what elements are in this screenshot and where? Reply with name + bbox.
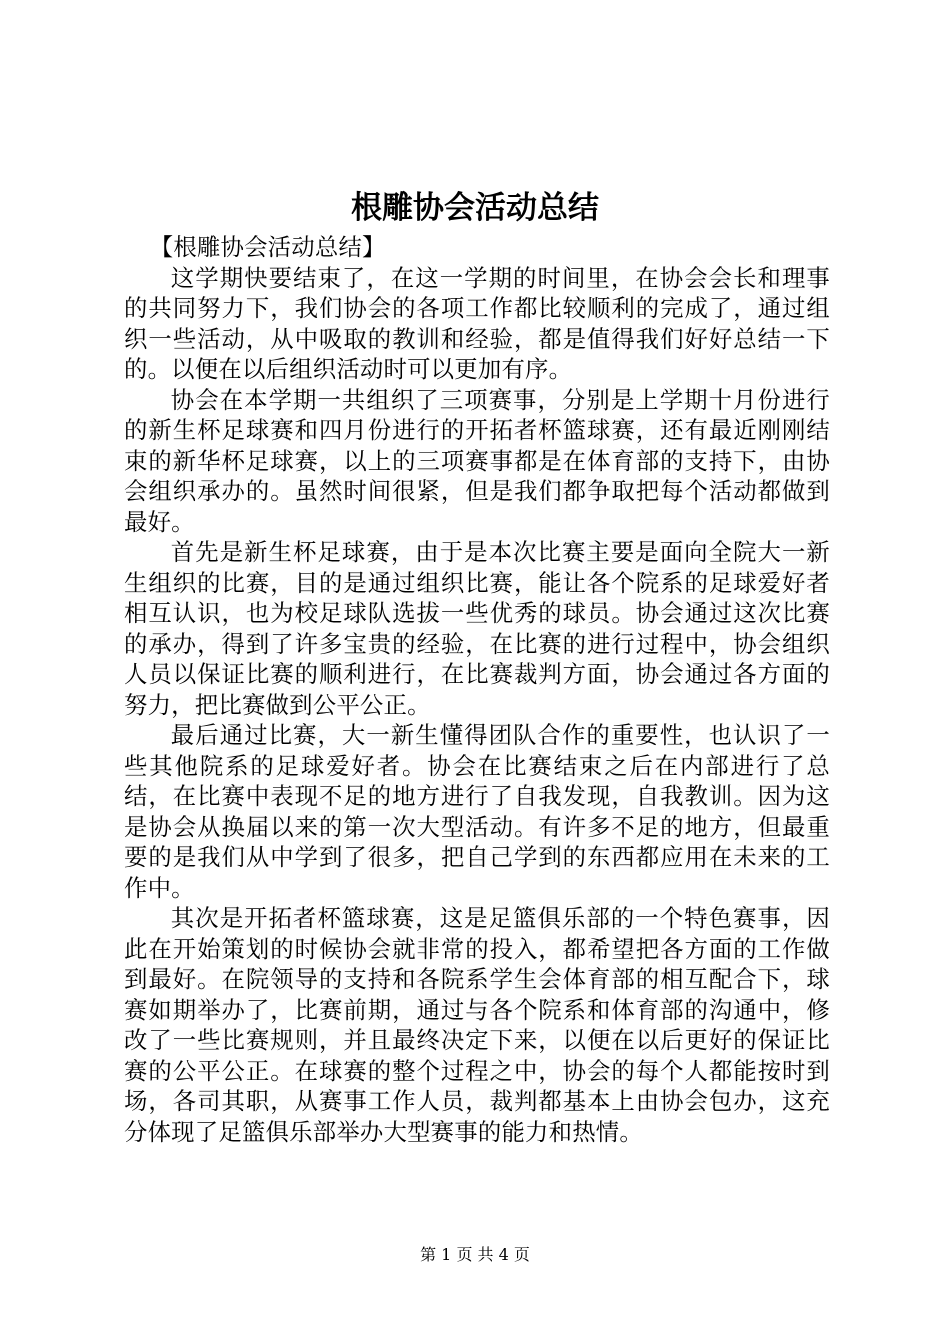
- document-title: 根雕协会活动总结: [351, 190, 599, 226]
- paragraph-1: 这学期快要结束了，在这一学期的时间里，在协会会长和理事的共同努力下，我们协会的各项工作都比较顺利的完成了，通过组织一些活动，从中吸取的教训和经验，都是值得我们好好总结一下的。以便在以后组织活动时可以更加有序。: [124, 263, 830, 383]
- paragraph-5: 其次是开拓者杯篮球赛，这是足篮俱乐部的一个特色赛事，因此在开始策划的时候协会就非常的投入，都希望把各方面的工作做到最好。在院领导的支持和各院系学生会体育部的相互配合下，球赛如期举办了，比赛前期，通过与各个院系和体育部的沟通中，修改了一些比赛规则，并且最终决定下来，以便在以后更好的保证比赛的公平公正。在球赛的整个过程之中，协会的每个人都能按时到场，各司其职，从赛事工作人员，裁判都基本上由协会包办，这充分体现了足篮俱乐部举办大型赛事的能力和热情。: [124, 904, 830, 1146]
- document-body: [124, 232, 830, 1147]
- page-footer: 第 1 页 共 4 页: [420, 1245, 530, 1264]
- paragraph-4: 最后通过比赛，大一新生懂得团队合作的重要性，也认识了一些其他院系的足球爱好者。协会在比赛结束之后在内部进行了总结，在比赛中表现不足的地方进行了自我发现，自我教训。因为这是协会从换届以来的第一次大型活动。有许多不足的地方，但最重要的是我们从中学到了很多，把自己学到的东西都应用在未来的工作中。: [124, 721, 830, 902]
- paragraph-2: 协会在本学期一共组织了三项赛事，分别是上学期十月份进行的新生杯足球赛和四月份进行的开拓者杯篮球赛，还有最近刚刚结束的新华杯足球赛，以上的三项赛事都是在体育部的支持下，由协会组织承办的。虽然时间很紧，但是我们都争取把每个活动都做到最好。: [124, 385, 830, 536]
- paragraph-3: 首先是新生杯足球赛，由于是本次比赛主要是面向全院大一新生组织的比赛，目的是通过组织比赛，能让各个院系的足球爱好者相互认识，也为校足球队选拔一些优秀的球员。协会通过这次比赛的承办，得到了许多宝贵的经验，在比赛的进行过程中，协会组织人员以保证比赛的顺利进行，在比赛裁判方面，协会通过各方面的努力，把比赛做到公平公正。: [124, 538, 830, 719]
- intro-line: 【根雕协会活动总结】: [149, 233, 386, 261]
